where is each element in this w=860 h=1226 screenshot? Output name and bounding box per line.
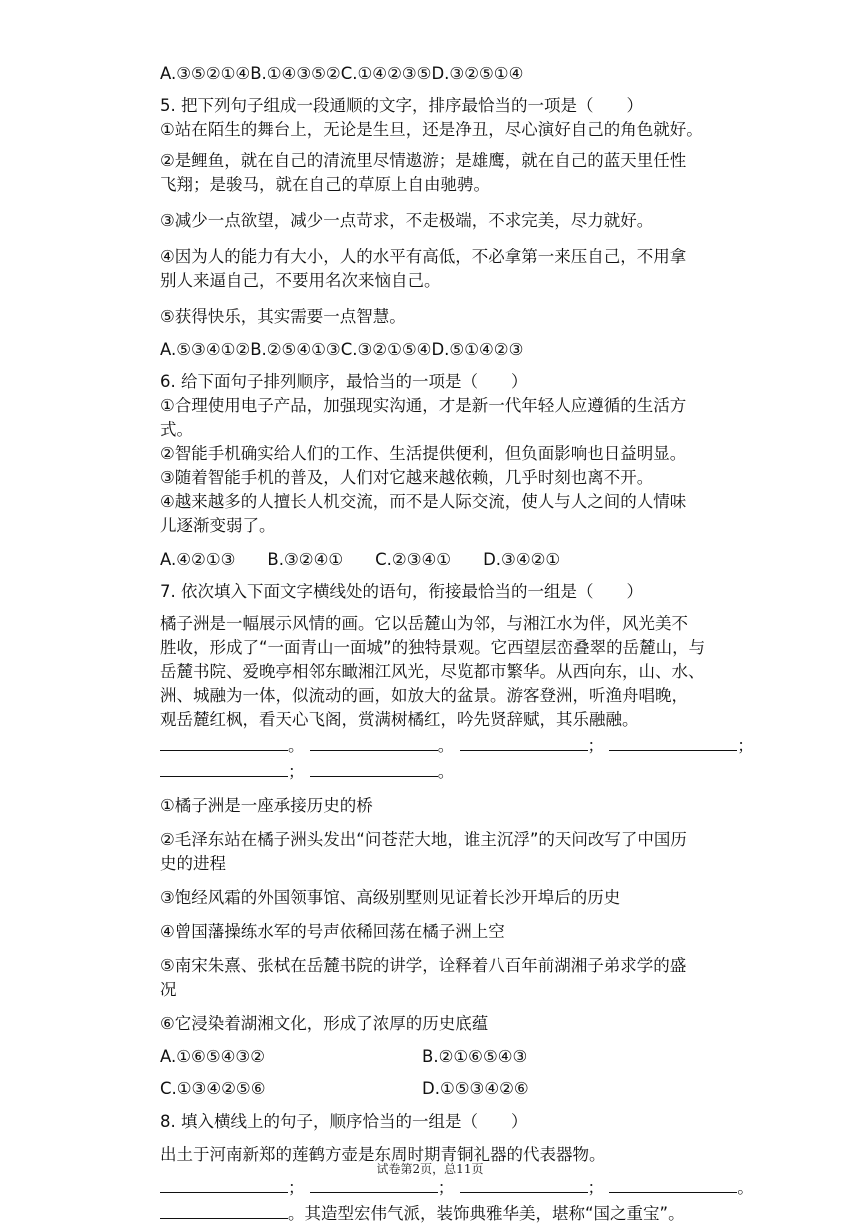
q8-blanks-row-1 [160,1174,754,1200]
q4-options: A.③⑤②①④B.①④③⑤②C.①④②③⑤D.③②⑤①④ [160,64,524,83]
q7-options-row-2 [160,1077,740,1101]
q6-sentence-4: ④越来越多的人擅长人机交流，而不是人际交流，使人与人之间的人情味 [160,492,687,511]
page-content [160,62,754,1226]
q8-blank-5[interactable] [160,1200,288,1219]
q5-sentence-5: ⑤获得快乐，其实需要一点智慧。 [160,307,406,326]
q6-option-c: C.②③④① [375,550,452,569]
q6-sentence-2: ②智能手机确实给人们的工作、生活提供便利，但负面影响也日益明显。 [160,444,687,463]
q5-sentence-4: ④因为人的能力有大小，人的水平有高低，不必拿第一来压自己，不用拿 [160,247,687,266]
q8-stem: 8. 填入横线上的句子，顺序恰当的一组是（ ） [160,1112,528,1131]
q7-item-6: ⑥它浸染着湖湘文化，形成了浓厚的历史底蕴 [160,1014,489,1033]
q7-item-4: ④曾国藩操练水军的号声依稀回荡在橘子洲上空 [160,922,505,941]
q7-option-a: A.①⑥⑤④③② [160,1047,265,1066]
q7-option-d: D.①⑤③④②⑥ [422,1079,529,1098]
q7-sep: 。 [437,736,455,755]
q7-item-5-cont: 况 [160,980,177,999]
q7-stem: 7. 依次填入下面文字横线处的语句，衔接最恰当的一组是（ ） [160,582,643,601]
q6-sentence-4-cont: 儿逐渐变弱了。 [160,516,276,535]
q6-sentence-1-cont: 式。 [160,420,193,439]
q7-options-row-1 [160,1045,740,1069]
q6-sentence-1: ①合理使用电子产品，加强现实沟通，才是新一代年轻人应遵循的生活方 [160,396,687,415]
q6-options [160,548,740,572]
q6-stem: 6. 给下面句子排列顺序，最恰当的一项是（ ） [160,372,528,391]
q8-sep: ； [288,1178,305,1197]
q7-item-3: ③饱经风霜的外国领事馆、高级别墅则见证着长沙开埠后的历史 [160,888,621,907]
q7-passage-line-1: 橘子洲是一幅展示风情的画。它以岳麓山为邻，与湘江水为伴，风光美不 [160,614,688,633]
q7-blank-6[interactable] [310,758,438,777]
q7-blanks-row-2 [160,758,740,784]
q7-passage-line-3: 岳麓书院、爱晚亭相邻东瞰湘江风光，尽览都市繁华。从西向东，山、水、 [160,662,705,681]
q7-blank-5[interactable] [160,758,288,777]
q7-sep: 。 [437,762,455,781]
q7-item-2: ②毛泽东站在橘子洲头发出“问苍茫大地，谁主沉浮”的天问改写了中国历 [160,830,687,849]
q5-sentence-4-cont: 别人来逼自己，不要用名次来恼自己。 [160,271,441,290]
q6-sentence-3: ③随着智能手机的普及，人们对它越来越依赖，几乎时刻也离不开。 [160,468,654,487]
q5-stem: 5. 把下列句子组成一段通顺的文字，排序最恰当的一项是（ ） [160,96,643,115]
q5-sentence-2-cont: 飞翔；是骏马，就在自己的草原上自由驰骋。 [160,175,490,194]
page-footer: 试卷第2页，总11页 [376,1162,484,1176]
q7-item-2-cont: 史的进程 [160,854,226,873]
q7-option-c: C.①③④②⑤⑥ [160,1079,266,1098]
q7-blank-4[interactable] [609,732,737,751]
q8-passage-tail: 。其造型宏伟气派，装饰典雅华美，堪称“国之重宝”。 [288,1204,685,1223]
q8-sep: ； [587,1178,604,1197]
q7-passage-line-4: 洲、城融为一体，似流动的画，如放大的盆景。游客登洲，听渔舟唱晚， [160,686,688,705]
q7-passage-line-5: 观岳麓红枫，看天心飞阁，赏满树橘红，吟先贤辞赋，其乐融融。 [160,710,639,729]
q7-option-b: B.②①⑥⑤④③ [422,1047,528,1066]
q7-sep: ； [288,762,305,781]
q6-option-a: A.④②①③ [160,550,236,569]
q8-passage-line-1: 出土于河南新郑的莲鹤方壶是东周时期青铜礼器的代表器物。 [160,1145,606,1164]
q7-blank-3[interactable] [460,732,588,751]
q7-sep: ； [737,736,754,755]
q7-blanks-row-1 [160,732,754,758]
q5-sentence-2: ②是鲤鱼，就在自己的清流里尽情遨游；是雄鹰，就在自己的蓝天里任性 [160,151,687,170]
q7-passage-line-2: 胜收，形成了“一面青山一面城”的独特景观。它西望层峦叠翠的岳麓山，与 [160,638,706,657]
q7-blank-1[interactable] [160,732,288,751]
q5-sentence-3: ③减少一点欲望，减少一点苛求，不走极端，不求完美，尽力就好。 [160,211,654,230]
q6-option-d: D.③④②① [483,550,561,569]
q7-item-5: ⑤南宋朱熹、张栻在岳麓书院的讲学，诠释着八百年前湖湘子弟求学的盛 [160,956,687,975]
q6-option-b: B.③②④① [267,550,344,569]
q8-sep: ； [437,1178,455,1197]
q7-sep: ； [587,736,604,755]
q7-item-1: ①橘子洲是一座承接历史的桥 [160,796,373,815]
q5-options: A.⑤③④①②B.②⑤④①③C.③②①⑤④D.⑤①④②③ [160,340,524,359]
q7-sep: 。 [288,736,305,755]
q8-blanks-row-2 [160,1200,740,1226]
q5-sentence-1: ①站在陌生的舞台上，无论是生旦，还是净丑，尽心演好自己的角色就好。 [160,120,703,139]
q8-sep: 。 [737,1178,754,1197]
q7-blank-2[interactable] [310,732,438,751]
